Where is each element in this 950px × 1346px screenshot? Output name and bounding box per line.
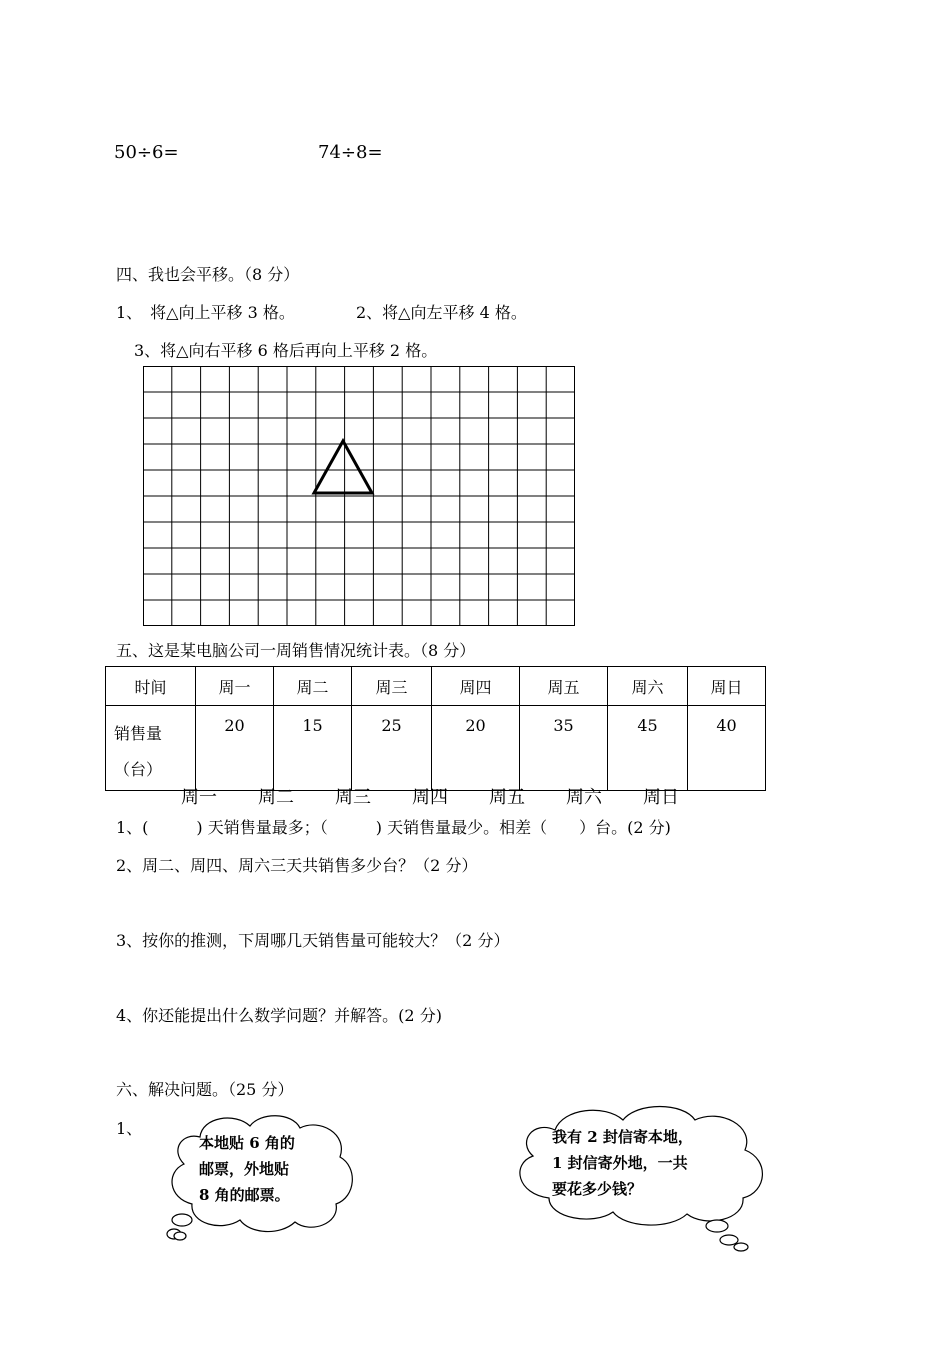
section-4-task-1: 1、 将△向上平移 3 格。 bbox=[116, 303, 295, 322]
section-6-title: 六、解决问题。（25 分） bbox=[116, 1080, 294, 1099]
table-header-row bbox=[106, 667, 766, 706]
row-label-line-2: （台） bbox=[114, 760, 163, 779]
translation-grid bbox=[143, 366, 575, 626]
cloud-right-text bbox=[552, 1124, 693, 1202]
header-day: 周四 bbox=[432, 667, 520, 706]
sales-value: 20 bbox=[196, 706, 274, 791]
section-4-title: 四、我也会平移。（8 分） bbox=[116, 265, 300, 284]
header-day: 周日 bbox=[688, 667, 766, 706]
cloud-left-line: 8 角的邮票。 bbox=[199, 1186, 290, 1204]
axis-day-label: 周五 bbox=[489, 787, 525, 808]
sales-value: 35 bbox=[520, 706, 608, 791]
cloud-left-line: 本地贴 6 角的 bbox=[199, 1134, 295, 1152]
cloud-right-line: 我有 2 封信寄本地， bbox=[552, 1128, 693, 1146]
table-row bbox=[106, 706, 766, 791]
header-day: 周五 bbox=[520, 667, 608, 706]
axis-day-label: 周六 bbox=[566, 787, 602, 808]
header-day: 周六 bbox=[608, 667, 688, 706]
sales-value: 15 bbox=[274, 706, 352, 791]
section-4-task-2: 2、将△向左平移 4 格。 bbox=[356, 303, 527, 322]
axis-day-label: 周四 bbox=[412, 787, 448, 808]
question-5-1: 1、( ) 天销售量最多；（ ) 天销售量最少。相差（ ）台。(2 分) bbox=[116, 818, 671, 837]
sales-value: 20 bbox=[432, 706, 520, 791]
header-time: 时间 bbox=[106, 667, 196, 706]
triangle-shape bbox=[314, 441, 372, 493]
question-5-4: 4、你还能提出什么数学问题？并解答。(2 分) bbox=[116, 1006, 442, 1025]
sales-value: 45 bbox=[608, 706, 688, 791]
question-6-1-label: 1、 bbox=[116, 1119, 143, 1138]
header-day: 周三 bbox=[352, 667, 432, 706]
section-5-title: 五、这是某电脑公司一周销售情况统计表。（8 分） bbox=[116, 641, 476, 660]
row-label-line-1: 销售量 bbox=[114, 724, 163, 743]
header-day: 周二 bbox=[274, 667, 352, 706]
sales-value: 40 bbox=[688, 706, 766, 791]
question-5-3: 3、按你的推测，下周哪几天销售量可能较大？（2 分） bbox=[116, 931, 510, 950]
section-4-task-3: 3、将△向右平移 6 格后再向上平移 2 格。 bbox=[134, 341, 438, 360]
axis-day-label: 周日 bbox=[643, 787, 679, 808]
axis-day-label: 周二 bbox=[258, 787, 294, 808]
row-label bbox=[106, 706, 196, 791]
cloud-left-line: 邮票，外地贴 bbox=[199, 1160, 290, 1178]
division-problem-2: 74÷8= bbox=[318, 142, 383, 163]
header-day: 周一 bbox=[196, 667, 274, 706]
sales-value: 25 bbox=[352, 706, 432, 791]
axis-day-label: 周三 bbox=[335, 787, 371, 808]
cloud-right-line: 要花多少钱？ bbox=[552, 1180, 643, 1198]
grid-lines bbox=[143, 366, 575, 626]
sales-table bbox=[105, 666, 766, 791]
cloud-right-line: 1 封信寄外地，一共 bbox=[552, 1154, 688, 1172]
cloud-left-text bbox=[199, 1130, 295, 1208]
division-problem-1: 50÷6= bbox=[114, 142, 179, 163]
question-5-2: 2、周二、周四、周六三天共销售多少台？（2 分） bbox=[116, 856, 478, 875]
axis-day-label: 周一 bbox=[181, 787, 217, 808]
